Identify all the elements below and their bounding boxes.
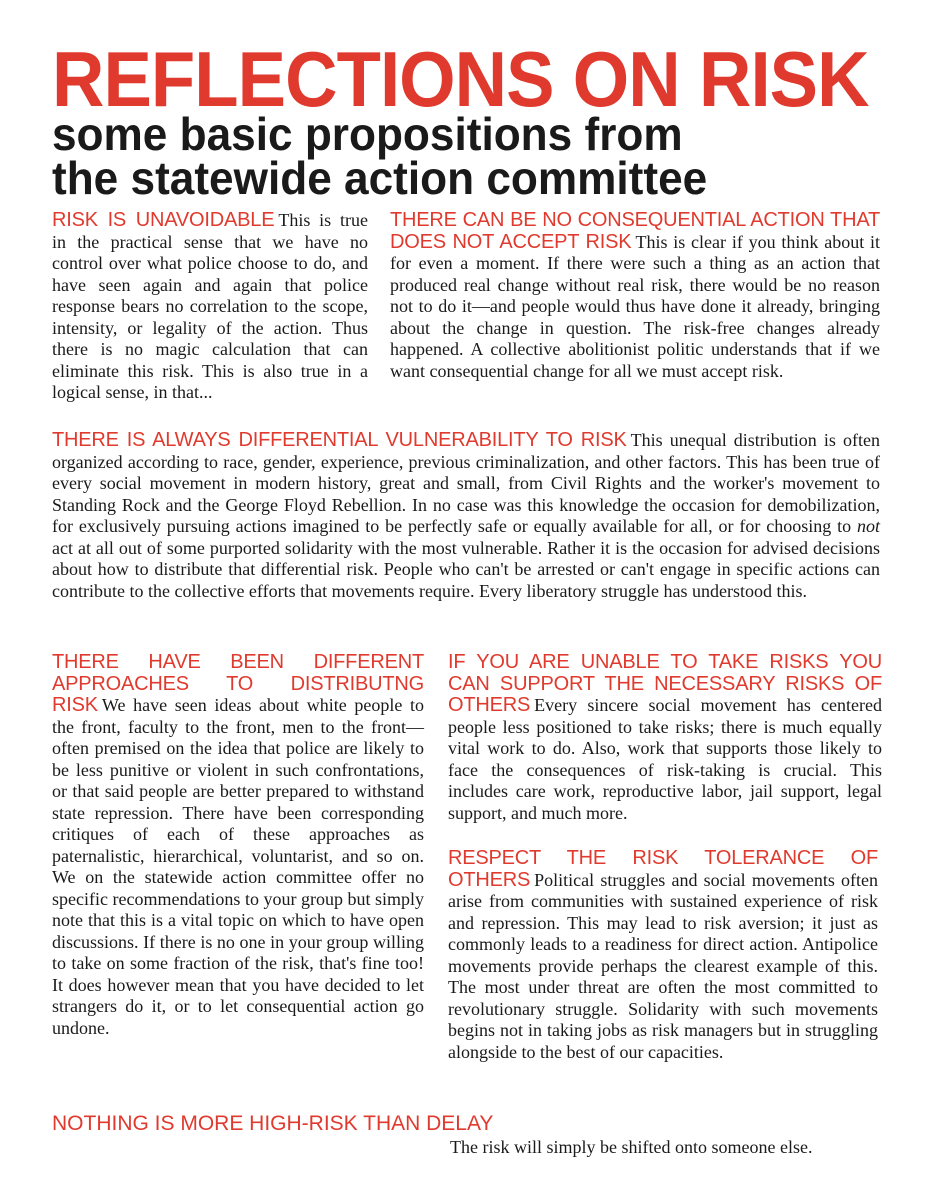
section-body-part-1: This unequal distribution is often organized according to race, gender, experience, previous criminalization, and other factors. This has been true of every social movement in modern history, great and small, from Civil Rights and the worker's movement to Standing Rock and the George Floyd Rebellion. In no case was this knowledge the occasion for demobilization, for exclusively pursuing actions imagined to be perfectly safe or equally available for all, or for choosing to xyxy=(52,430,880,536)
section-body: Every sincere social movement has centered people less positioned to take risks; there is much equally vital work to do. Also, work that supports those likely to face the consequences of risk-taking is crucial. This includes care work, reproductive labor, jail support, legal support, and much more. xyxy=(448,695,882,823)
closing-heading: NOTHING IS MORE HIGH-RISK THAN DELAY xyxy=(52,1112,494,1135)
section-heading: RESPECT THE RISK TOLERANCE OF OTHERS xyxy=(448,847,878,891)
section-body: This is clear if you think about it for even a moment. If there were such a thing as an action that produced real change without real risk, there would be no reason not to do it—and people would thus have done it already, bringing about the change in question. The risk-free changes already happened. A collective abolitionist politic understands that if we want consequential change for all we must accept risk. xyxy=(390,231,881,381)
section-heading: THERE HAVE BEEN DIFFERENT APPROACHES TO DISTRIBUTNG RISK xyxy=(52,651,424,716)
section-heading: THERE IS ALWAYS DIFFERENTIAL VULNERABILITY TO RISK xyxy=(52,429,627,451)
section-support-others xyxy=(448,652,882,824)
section-heading: RISK IS UNAVOIDABLE xyxy=(52,209,275,231)
section-distributing-approaches xyxy=(52,652,424,1039)
section-respect-tolerance xyxy=(448,848,878,1063)
section-body: This is true in the practical sense that we have no control over what police choose to do, and have seen again and again that police response bears no correlation to the scope, intensity, or legality of the action. Thus there is no magic calculation that can eliminate this risk. This is also true in a logical sense, in that... xyxy=(52,210,368,402)
section-consequential-action xyxy=(390,210,880,382)
section-body: We have seen ideas about white people to the front, faculty to the front, men to the front—often premised on the idea that police are likely to be less punitive or violent in such confrontations, or that said people are better prepared to withstand state repression. There have been corresponding critiques of each of these approaches as paternalistic, hierarchical, voluntarist, and so on. We on the statewide action committee offer no specific recommendations to your group but simply note that this is a vital topic on which to have open discussions. If there is no one in your group willing to take on some fraction of the risk, that's fine too! It does however mean that you have decided to let strangers do it, or to let consequential action go undone. xyxy=(52,695,424,1038)
subtitle-line-2: the statewide action committee xyxy=(52,152,708,204)
closing-body: The risk will simply be shifted onto someone else. xyxy=(450,1137,813,1157)
section-body-part-2: act at all out of some purported solidarity with the most vulnerable. Rather it is the occasion for advised decisions about how to distribute that differential risk. People who can't be arrested or can't engage in specific actions can contribute to the collective efforts that movements require. Every liberatory struggle has understood this. xyxy=(52,537,880,601)
page-subtitle xyxy=(52,108,897,204)
section-body-emphasis: not xyxy=(856,516,880,536)
section-differential-vulnerability xyxy=(52,430,880,602)
section-risk-unavoidable xyxy=(52,210,368,404)
section-body: Political struggles and social movements often arise from communities with sustained experience of risk and repression. This may lead to risk aversion; it just as commonly leads to a readiness for direct action. Antipolice movements provide perhaps the clearest example of this. The most under threat are often the most committed to revolutionary struggle. Solidarity with such movements begins not in taking jobs as risk managers but in struggling alongside to the best of our capacities. xyxy=(448,869,878,1062)
section-heading: THERE CAN BE NO CONSEQUENTIAL ACTION THAT DOES NOT ACCEPT RISK xyxy=(390,209,880,253)
page-title: REFLECTIONS ON RISK xyxy=(52,35,869,123)
section-heading: IF YOU ARE UNABLE TO TAKE RISKS YOU CAN SUPPORT THE NECESSARY RISKS OF OTHERS xyxy=(448,651,882,716)
subtitle-line-1: some basic propositions from xyxy=(52,108,683,160)
